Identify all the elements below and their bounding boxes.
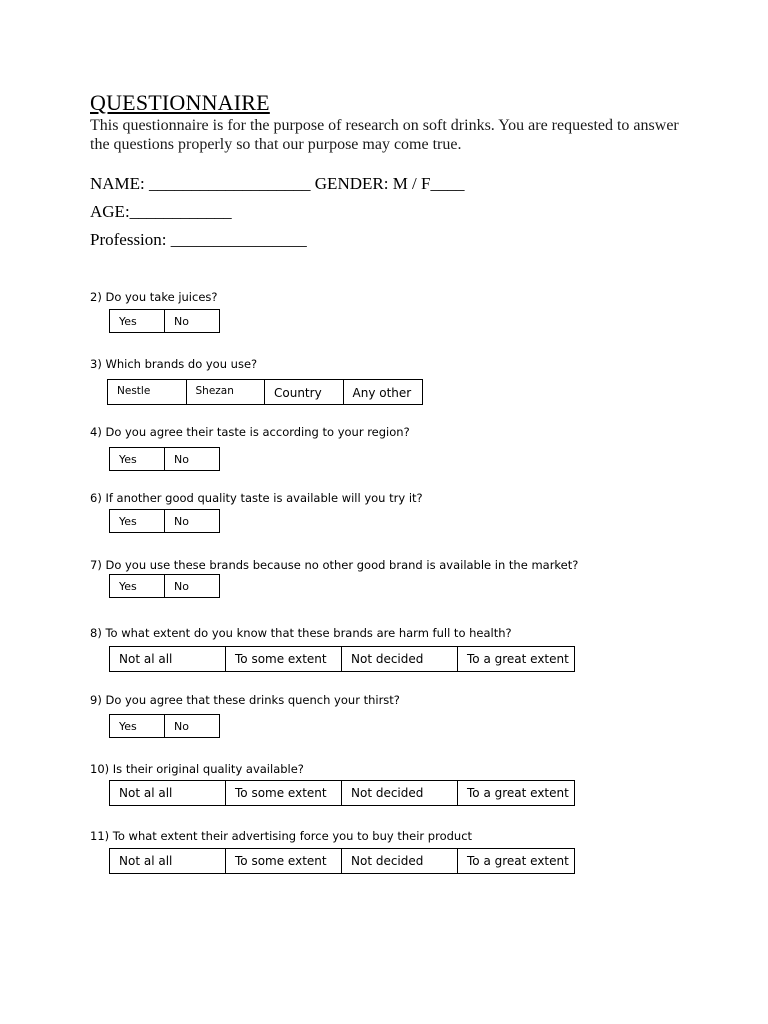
profession-field[interactable]: Profession: ________________ bbox=[90, 230, 307, 249]
option-yes[interactable]: Yes bbox=[110, 575, 165, 597]
option-not-at-all[interactable]: Not al all bbox=[110, 781, 226, 805]
question-3-options bbox=[107, 379, 423, 405]
option-yes[interactable]: Yes bbox=[110, 510, 165, 532]
question-9-options bbox=[109, 714, 220, 738]
question-7: 7) Do you use these brands because no other good brand is available in the market? bbox=[90, 558, 579, 572]
question-9: 9) Do you agree that these drinks quench your thirst? bbox=[90, 693, 400, 707]
question-7-options bbox=[109, 574, 220, 598]
question-10: 10) Is their original quality available? bbox=[90, 762, 304, 776]
option-yes[interactable]: Yes bbox=[110, 310, 165, 332]
option-no[interactable]: No bbox=[174, 719, 189, 733]
question-11-options bbox=[109, 848, 575, 874]
option-not-decided[interactable]: Not decided bbox=[342, 849, 458, 873]
option-not-decided[interactable]: Not decided bbox=[342, 647, 458, 671]
question-8-options bbox=[109, 646, 575, 672]
question-6: 6) If another good quality taste is available will you try it? bbox=[90, 491, 423, 505]
question-4: 4) Do you agree their taste is according to your region? bbox=[90, 425, 410, 439]
option-no[interactable]: No bbox=[174, 514, 189, 528]
page-title: QUESTIONNAIRE bbox=[90, 90, 270, 115]
option-country[interactable]: Country bbox=[265, 380, 344, 404]
option-to-some-extent[interactable]: To some extent bbox=[226, 781, 342, 805]
name-gender-field[interactable]: NAME: ___________________ GENDER: M / F____ bbox=[90, 174, 465, 193]
option-shezan[interactable]: Shezan bbox=[187, 380, 266, 404]
question-8: 8) To what extent do you know that these brands are harm full to health? bbox=[90, 626, 512, 640]
age-field[interactable]: AGE:____________ bbox=[90, 202, 232, 221]
option-yes[interactable]: Yes bbox=[110, 448, 165, 470]
question-6-options bbox=[109, 509, 220, 533]
question-2-options bbox=[109, 309, 220, 333]
question-3: 3) Which brands do you use? bbox=[90, 357, 258, 371]
option-to-a-great-extent[interactable]: To a great extent bbox=[467, 786, 569, 800]
option-not-at-all[interactable]: Not al all bbox=[110, 647, 226, 671]
option-to-a-great-extent[interactable]: To a great extent bbox=[467, 854, 569, 868]
option-yes[interactable]: Yes bbox=[110, 715, 165, 737]
question-11: 11) To what extent their advertising force you to buy their product bbox=[90, 829, 473, 843]
option-no[interactable]: No bbox=[174, 314, 189, 328]
question-4-options bbox=[109, 447, 220, 471]
question-2: 2) Do you take juices? bbox=[90, 290, 218, 304]
option-to-some-extent[interactable]: To some extent bbox=[226, 849, 342, 873]
option-to-some-extent[interactable]: To some extent bbox=[226, 647, 342, 671]
option-not-at-all[interactable]: Not al all bbox=[110, 849, 226, 873]
option-no[interactable]: No bbox=[174, 579, 189, 593]
option-not-decided[interactable]: Not decided bbox=[342, 781, 458, 805]
option-to-a-great-extent[interactable]: To a great extent bbox=[467, 652, 569, 666]
question-10-options bbox=[109, 780, 575, 806]
option-no[interactable]: No bbox=[174, 452, 189, 466]
option-any-other[interactable]: Any other bbox=[352, 386, 412, 400]
option-nestle[interactable]: Nestle bbox=[108, 380, 187, 404]
intro-text: This questionnaire is for the purpose of research on soft drinks. You are requested to answer the questions properly so that our purpose may come true. bbox=[90, 117, 679, 153]
